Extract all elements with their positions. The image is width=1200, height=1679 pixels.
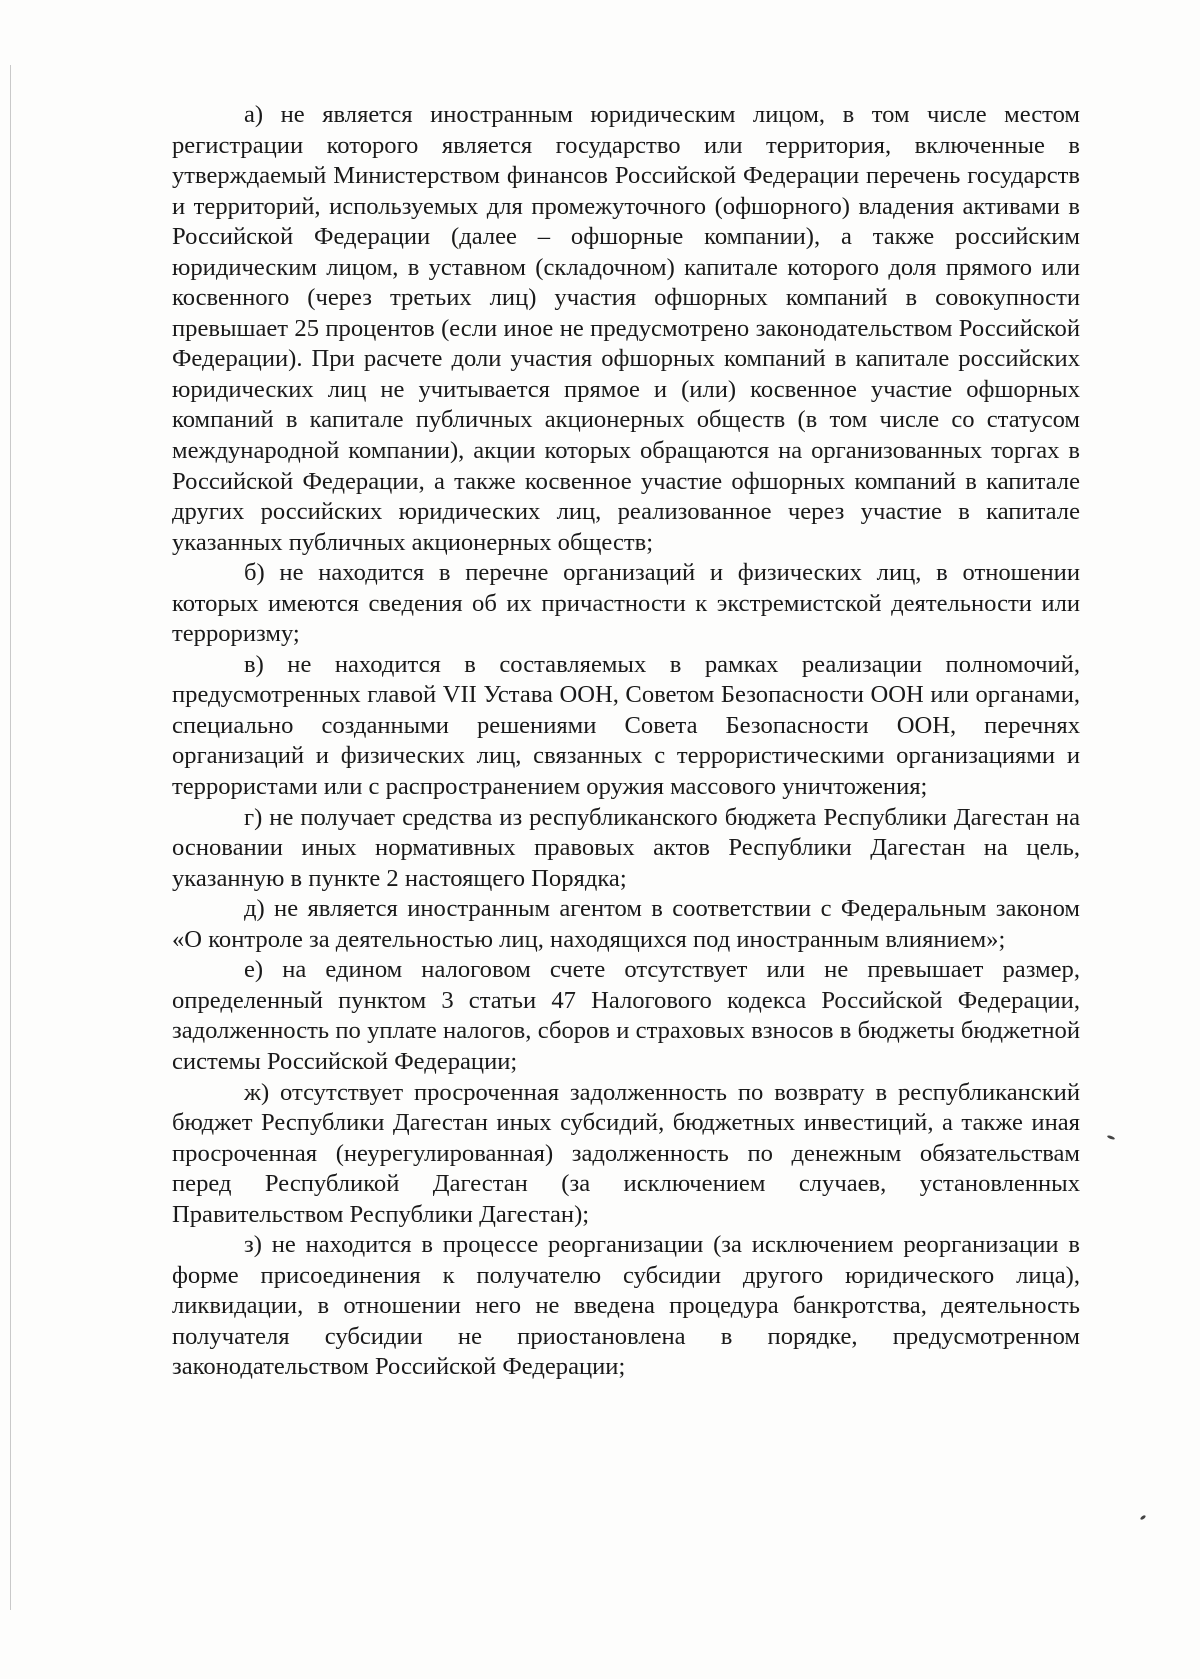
paragraph-b: б) не находится в перечне организаций и физических лиц, в отношении которых имеются сведения об их причастности к экстремистской деятельности или терроризму;: [172, 559, 1080, 648]
paragraph-zh: ж) отсутствует просроченная задолженность по возврату в республиканский бюджет Республики Дагестан иных субсидий, бюджетных инвестиций, а также иная просроченная (неурегулированная) задолженность по денежным обязательствам перед Республикой Дагестан (за исключением случаев, установленных Правительством Республики Дагестан);: [172, 1078, 1080, 1228]
scan-speck: [1107, 1135, 1116, 1141]
paragraph-z: з) не находится в процессе реорганизации (за исключением реорганизации в форме присоединения к получателю субсидии другого юридического лица), ликвидации, в отношении него не введена процедура банкротства, деятельность получателя субсидии не приостановлена в порядке, предусмотренном законодательством Российской Федерации;: [172, 1231, 1080, 1381]
paragraph-g: г) не получает средства из республиканского бюджета Республики Дагестан на основании иных нормативных правовых актов Республики Дагестан на цель, указанную в пункте 2 настоящего Порядка;: [172, 803, 1080, 892]
document-body: [172, 100, 1080, 1383]
paragraph-e: е) на едином налоговом счете отсутствует или не превышает размер, определенный пунктом 3 статьи 47 Налогового кодекса Российской Федерации, задолженность по уплате налогов, сборов и страховых взносов в бюджеты бюджетной системы Российской Федерации;: [172, 956, 1080, 1075]
paragraph-a: а) не является иностранным юридическим лицом, в том числе местом регистрации которого является государство или территория, включенные в утверждаемый Министерством финансов Российской Федерации перечень государств и территорий, используемых для промежуточного (офшорного) владения активами в Российской Федерации (далее – офшорные компании), а также российским юридическим лицом, в уставном (складочном) капитале которого доля прямого или косвенного (через третьих лиц) участия офшорных компаний в совокупности превышает 25 процентов (если иное не предусмотрено законодательством Российской Федерации). При расчете доли участия офшорных компаний в капитале российских юридических лиц не учитывается прямое и (или) косвенное участие офшорных компаний в капитале публичных акционерных обществ (в том числе со статусом международной компании), акции которых обращаются на организованных торгах в Российской Федерации, а также косвенное участие офшорных компаний в капитале других российских юридических лиц, реализованное через участие в капитале указанных публичных акционерных обществ;: [172, 101, 1080, 556]
scan-edge-line: [10, 65, 11, 1610]
paragraph-d: д) не является иностранным агентом в соответствии с Федеральным законом «О контроле за деятельностью лиц, находящихся под иностранным влиянием»;: [172, 895, 1080, 953]
scan-speck: [1140, 1515, 1147, 1521]
paragraph-v: в) не находится в составляемых в рамках реализации полномочий, предусмотренных главой VII Устава ООН, Советом Безопасности ООН или органами, специально созданными решениями Совета Безопасности ООН, перечнях организаций и физических лиц, связанных с террористическими организациями и террористами или с распространением оружия массового уничтожения;: [172, 650, 1080, 801]
